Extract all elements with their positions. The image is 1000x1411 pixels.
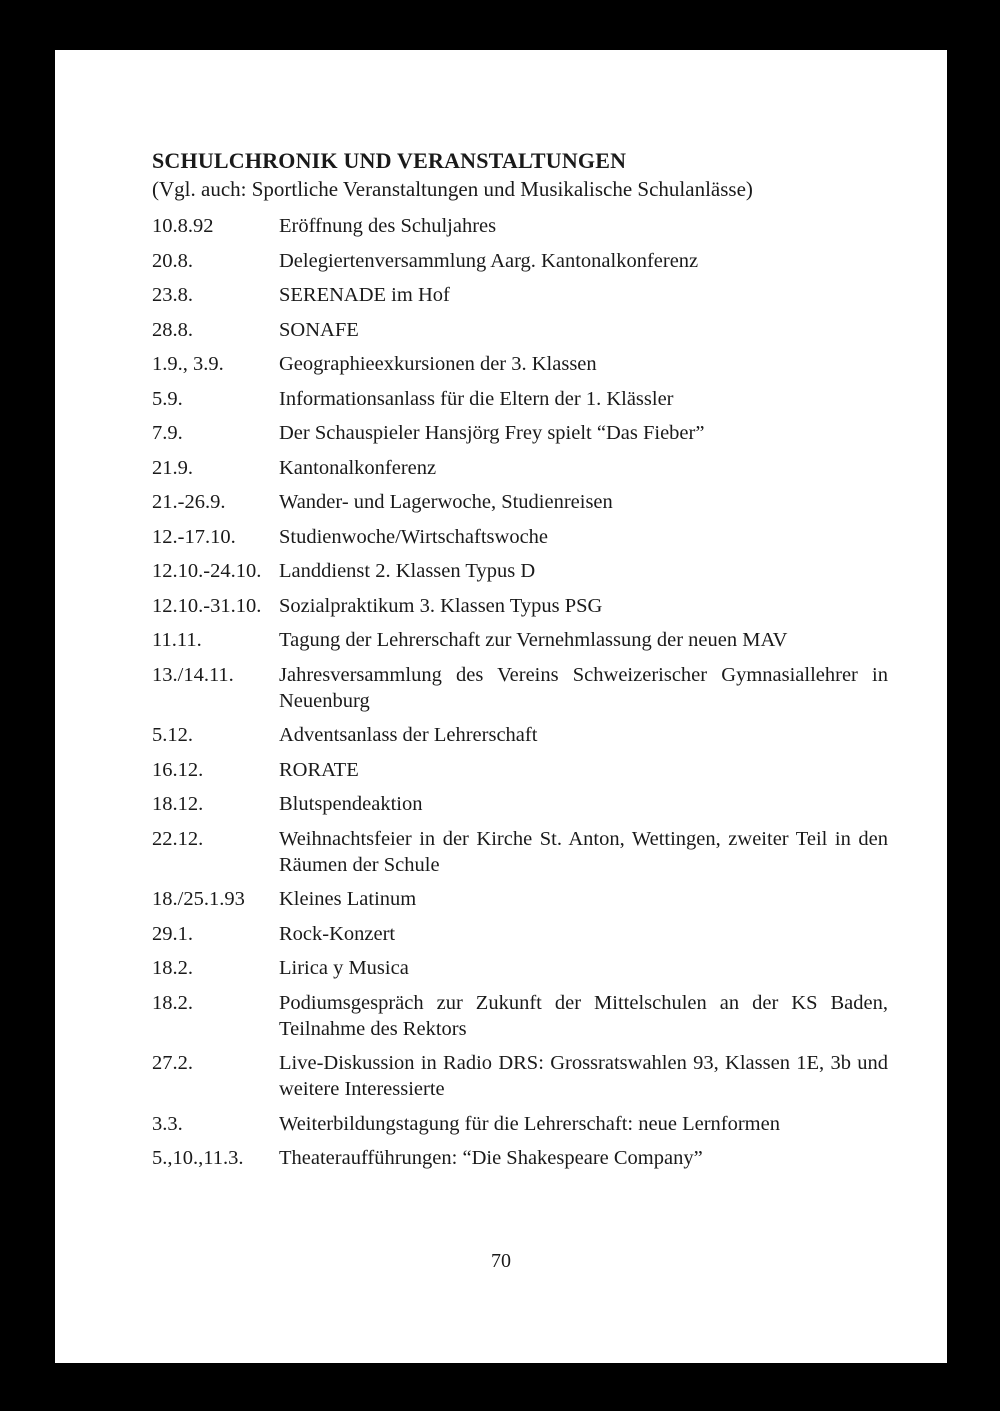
chronicle-entry xyxy=(152,1145,888,1171)
entry-description: Studienwoche/Wirtschaftswoche xyxy=(279,525,549,548)
entry-description: Tagung der Lehrerschaft zur Vernehmlassung der neuen MAV xyxy=(279,629,788,651)
entry-description: Jahresversammlung des Vereins Schweizerischer Gymnasiallehrer in Neuenburg xyxy=(279,663,888,712)
entry-description: Adventsanlass der Lehrerschaft xyxy=(279,724,538,746)
entry-description: Lirica y Musica xyxy=(279,957,409,979)
chronicle-entry xyxy=(152,524,888,550)
chronicle-entry xyxy=(152,662,888,714)
entry-date: 18.2. xyxy=(152,991,193,1014)
entry-date: 27.2. xyxy=(152,1052,193,1074)
chronicle-entry xyxy=(152,791,888,817)
entry-description: Weihnachtsfeier in der Kirche St. Anton, Wettingen, zweiter Teil in den Räumen der Schule xyxy=(279,827,888,876)
entry-date: 18.2. xyxy=(152,957,193,979)
entry-date: 22.12. xyxy=(152,827,204,850)
entry-date: 12.10.-31.10. xyxy=(152,594,262,617)
chronicle-entry xyxy=(152,386,888,412)
entry-date: 18.12. xyxy=(152,793,204,815)
entry-date: 11.11. xyxy=(152,629,202,651)
chronicle-entry xyxy=(152,558,888,584)
entry-description: Kantonalkonferenz xyxy=(279,456,437,479)
chronicle-entry xyxy=(152,722,888,748)
chronicle-entry xyxy=(152,1050,888,1102)
chronicle-entry xyxy=(152,627,888,653)
entry-description: SERENADE im Hof xyxy=(279,284,450,306)
entry-description: Weiterbildungstagung für die Lehrerschaft: neue Lernformen xyxy=(279,1112,780,1135)
entry-date: 5.12. xyxy=(152,724,193,746)
entry-date: 5.,10.,11.3. xyxy=(152,1147,244,1169)
entry-description: Informationsanlass für die Eltern der 1. Klässler xyxy=(279,387,674,410)
entry-description: Wander- und Lagerwoche, Studienreisen xyxy=(279,491,613,513)
entry-date: 12.10.-24.10. xyxy=(152,560,262,582)
entry-date: 16.12. xyxy=(152,758,204,781)
entry-description: Landdienst 2. Klassen Typus D xyxy=(279,560,536,582)
entry-date: 28.8. xyxy=(152,318,193,341)
entry-description: Geographieexkursionen der 3. Klassen xyxy=(279,353,597,375)
page-content xyxy=(152,146,888,1180)
chronicle-entry xyxy=(152,282,888,308)
chronicle-list xyxy=(152,213,888,1171)
entry-description: Delegiertenversammlung Aarg. Kantonalkonferenz xyxy=(279,249,699,272)
entry-date: 10.8.92 xyxy=(152,215,214,237)
document-page xyxy=(55,50,947,1363)
entry-date: 13./14.11. xyxy=(152,663,234,686)
entry-description: Blutspendeaktion xyxy=(279,793,423,815)
entry-date: 18./25.1.93 xyxy=(152,888,245,910)
entry-description: Sozialpraktikum 3. Klassen Typus PSG xyxy=(279,594,603,617)
entry-date: 21.9. xyxy=(152,456,193,479)
entry-date: 29.1. xyxy=(152,922,193,945)
chronicle-entry xyxy=(152,489,888,515)
entry-description: Eröffnung des Schuljahres xyxy=(279,215,497,237)
chronicle-entry xyxy=(152,886,888,912)
chronicle-entry xyxy=(152,420,888,446)
entry-description: Der Schauspieler Hansjörg Frey spielt “Das Fieber” xyxy=(279,422,705,444)
page-number: 70 xyxy=(491,1250,511,1272)
entry-date: 21.-26.9. xyxy=(152,491,226,513)
entry-description: Theateraufführungen: “Die Shakespeare Company” xyxy=(279,1147,703,1169)
entry-description: Kleines Latinum xyxy=(279,888,417,910)
entry-date: 7.9. xyxy=(152,422,183,444)
chronicle-entry xyxy=(152,213,888,239)
entry-date: 20.8. xyxy=(152,249,193,272)
chronicle-entry xyxy=(152,955,888,981)
entry-description: SONAFE xyxy=(279,318,359,341)
chronicle-entry xyxy=(152,1111,888,1137)
chronicle-entry xyxy=(152,757,888,783)
entry-description: Podiumsgespräch zur Zukunft der Mittelschulen an der KS Baden, Teilnahme des Rektors xyxy=(279,991,888,1040)
chronicle-entry xyxy=(152,593,888,619)
entry-description: Live-Diskussion in Radio DRS: Grossratswahlen 93, Klassen 1E, 3b und weitere Interessierte xyxy=(279,1052,888,1100)
entry-date: 23.8. xyxy=(152,284,193,306)
entry-description: Rock-Konzert xyxy=(279,922,396,945)
entry-description: RORATE xyxy=(279,758,359,781)
chronicle-entry xyxy=(152,921,888,947)
page-subtitle: (Vgl. auch: Sportliche Veranstaltungen und Musikalische Schulanlässe) xyxy=(152,177,753,201)
entry-date: 1.9., 3.9. xyxy=(152,353,224,375)
chronicle-entry xyxy=(152,248,888,274)
entry-date: 5.9. xyxy=(152,387,183,410)
entry-date: 3.3. xyxy=(152,1112,183,1135)
chronicle-entry xyxy=(152,826,888,878)
chronicle-entry xyxy=(152,317,888,343)
chronicle-entry xyxy=(152,990,888,1042)
entry-date: 12.-17.10. xyxy=(152,525,236,548)
page-title: SCHULCHRONIK UND VERANSTALTUNGEN xyxy=(152,148,627,173)
chronicle-entry xyxy=(152,351,888,377)
chronicle-entry xyxy=(152,455,888,481)
